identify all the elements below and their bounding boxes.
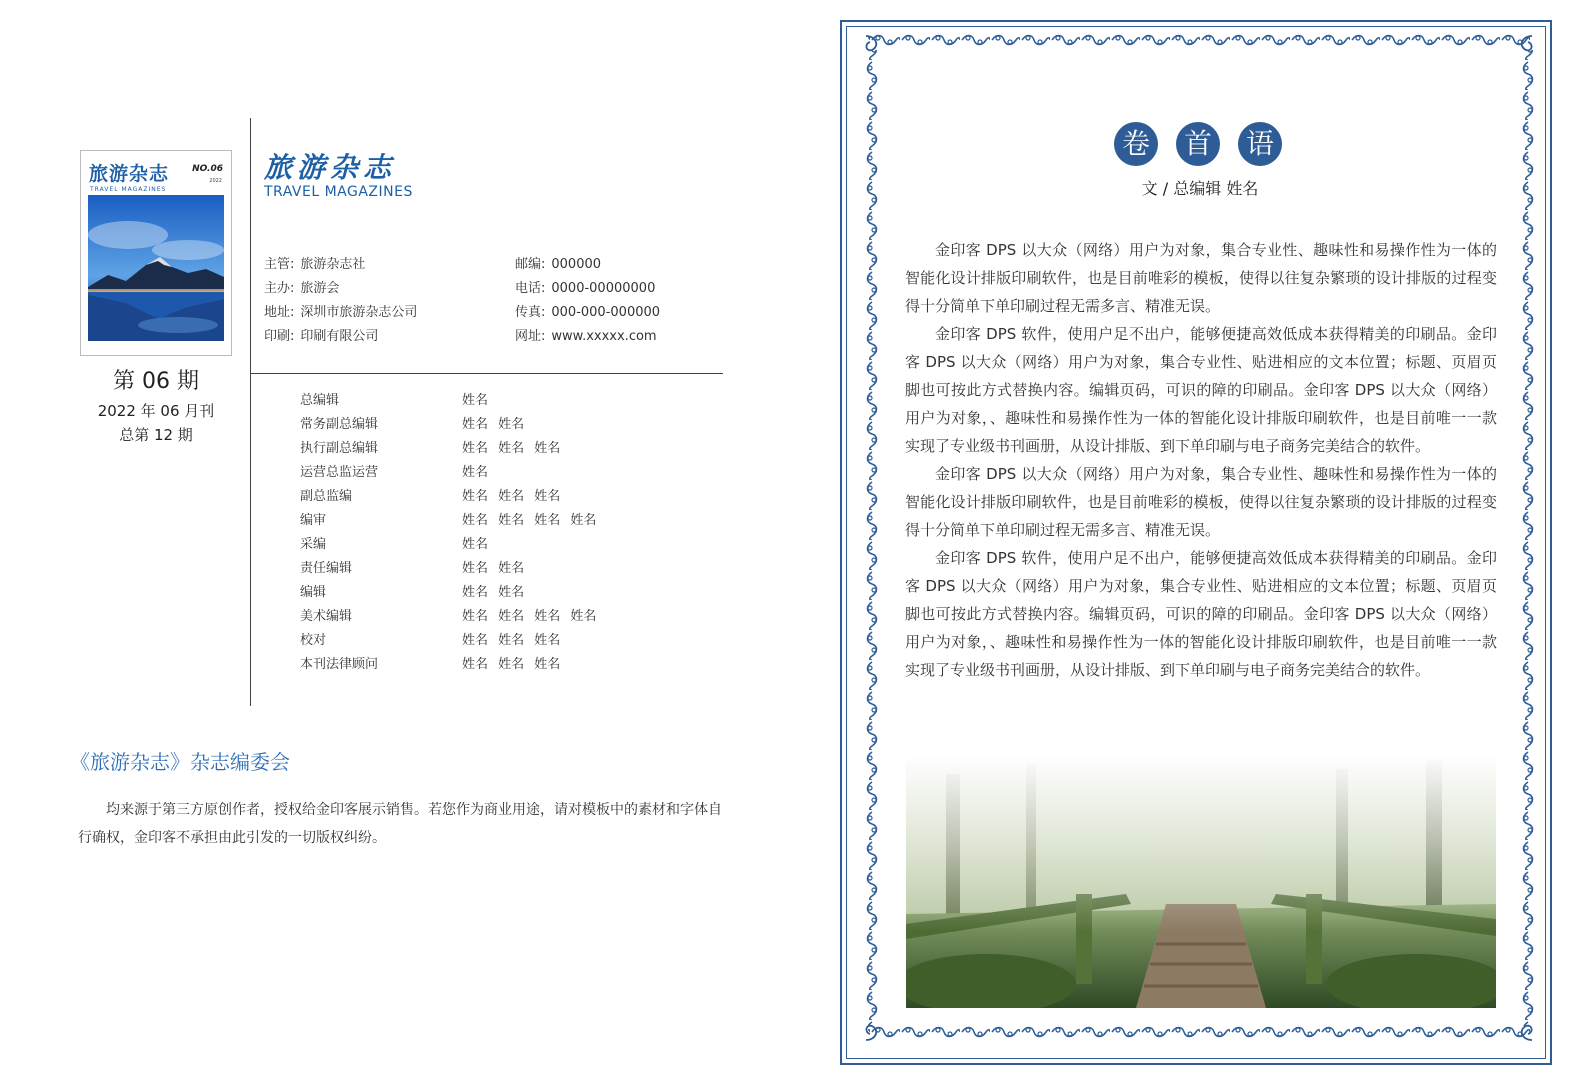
info-fax: 传真: 000-000-000000: [515, 305, 661, 320]
staff-row: 本刊法律顾问 姓名 姓名 姓名: [300, 657, 561, 672]
staff-row: 编辑 姓名 姓名: [300, 585, 525, 600]
staff-row: 副总监编 姓名 姓名 姓名: [300, 489, 561, 504]
title-char-circle: 首: [1176, 122, 1220, 166]
staff-row: 总编辑 姓名: [300, 393, 489, 408]
staff-row: 运营总监运营 姓名: [300, 465, 489, 480]
editorial-committee-title: 《旅游杂志》杂志编委会: [70, 750, 290, 774]
info-supervisor: 主管: 旅游杂志社: [264, 257, 366, 272]
copyright-disclaimer: 均来源于第三方原创作者，授权给金印客展示销售。若您作为商业用途，请对模板中的素材和字体自行确权，金印客不承担由此引发的一切版权纠纷。: [78, 802, 722, 846]
foreword-body: [905, 236, 1497, 684]
cover-logo-subtitle: TRAVEL MAGAZINES: [90, 186, 167, 193]
title-char-circle: 卷: [1114, 122, 1158, 166]
total-issue-number: 总第 12 期: [119, 426, 193, 444]
info-postcode: 邮编: 000000: [515, 257, 602, 272]
body-paragraph: 金印客 DPS 软件，使用户足不出户，能够便捷高效低成本获得精美的印刷品。金印客 DPS 以大众（网络）用户为对象，集合专业性、贴进相应的文本位置；标题、页眉页脚也可按此方式替换内容。编辑页码，可识的障的印刷品。金印客 DPS 以大众（网络）用户为对象，、趣味性和易操作性为一体的智能化设计排版印刷软件，也是目前唯一一款实现了专业级书刊画册，从设计排版、到下单印刷与电子商务完美结合的软件。: [905, 325, 1497, 455]
staff-row: 编审 姓名 姓名 姓名 姓名: [300, 513, 597, 528]
staff-row: 执行副总编辑 姓名 姓名 姓名: [300, 441, 561, 456]
info-phone: 电话: 0000-00000000: [515, 281, 656, 296]
magazine-title: 旅游杂志: [264, 151, 397, 184]
info-printer: 印刷: 印刷有限公司: [264, 329, 379, 344]
cover-issue-number: NO.06: [192, 164, 223, 174]
staff-row: 美术编辑 姓名 姓名 姓名 姓名: [300, 609, 597, 624]
foreword-title: [1114, 122, 1282, 166]
staff-row: 责任编辑 姓名 姓名: [300, 561, 525, 576]
issue-date: 2022 年 06 月刊: [97, 402, 215, 420]
magazine-english-title: TRAVEL MAGAZINES: [264, 184, 413, 200]
cover-year: 2022: [209, 178, 222, 184]
title-char-circle: 语: [1238, 122, 1282, 166]
body-paragraph: 金印客 DPS 以大众（网络）用户为对象，集合专业性、趣味性和易操作性为一体的智能化设计排版印刷软件，也是目前唯彩的模板，使得以往复杂繁琐的设计排版的过程变得十分简单下单印刷过程无需多言、精准无误。: [905, 241, 1497, 315]
info-address: 地址: 深圳市旅游杂志公司: [264, 305, 418, 320]
staff-row: 采编 姓名: [300, 537, 489, 552]
info-website: 网址: www.xxxxx.com: [515, 329, 657, 344]
staff-row: 常务副总编辑 姓名 姓名: [300, 417, 525, 432]
staff-row: 校对 姓名 姓名 姓名: [300, 633, 561, 648]
issue-number: 第 06 期: [113, 369, 199, 394]
info-sponsor: 主办: 旅游会: [264, 281, 340, 296]
foreword-author: 文 / 总编辑 姓名: [1141, 179, 1259, 198]
forest-path-photo: [906, 754, 1496, 1008]
cover-logo: 旅游杂志: [89, 163, 170, 185]
body-paragraph: 金印客 DPS 以大众（网络）用户为对象，集合专业性、趣味性和易操作性为一体的智能化设计排版印刷软件，也是目前唯彩的模板，使得以往复杂繁琐的设计排版的过程变得十分简单下单印刷过程无需多言、精准无误。: [905, 465, 1497, 539]
body-paragraph: 金印客 DPS 软件，使用户足不出户，能够便捷高效低成本获得精美的印刷品。金印客 DPS 以大众（网络）用户为对象，集合专业性、贴进相应的文本位置；标题、页眉页脚也可按此方式替换内容。编辑页码，可识的障的印刷品。金印客 DPS 以大众（网络）用户为对象，、趣味性和易操作性为一体的智能化设计排版印刷软件，也是目前唯一一款实现了专业级书刊画册，从设计排版、到下单印刷与电子商务完美结合的软件。: [905, 549, 1497, 679]
